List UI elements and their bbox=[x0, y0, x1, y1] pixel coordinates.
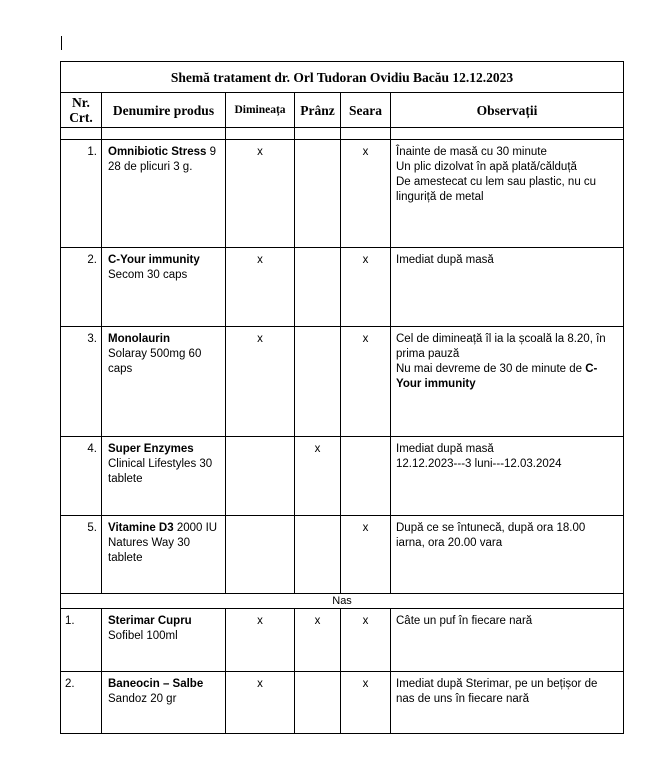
product-name: Super Enzymes Clinical Lifestyles 30 tablete bbox=[102, 437, 226, 516]
evening-mark: x bbox=[341, 140, 391, 248]
noon-mark bbox=[295, 248, 341, 327]
notes-cell: Cel de dimineață îl ia la școală la 8.20, în prima pauză Nu mai devreme de 30 de minute de C-Your immunity bbox=[391, 327, 624, 437]
evening-mark: x bbox=[341, 327, 391, 437]
header-nr: Nr. Crt. bbox=[61, 93, 102, 128]
table-row bbox=[61, 327, 624, 437]
notes-cell: Câte un puf în fiecare nară bbox=[391, 609, 624, 672]
table-row bbox=[61, 248, 624, 327]
header-row bbox=[61, 93, 624, 128]
row-number: 1. bbox=[61, 609, 102, 672]
row-number: 4. bbox=[61, 437, 102, 516]
notes-cell: Imediat după masă 12.12.2023---3 luni---12.03.2024 bbox=[391, 437, 624, 516]
noon-mark bbox=[295, 327, 341, 437]
row-number: 3. bbox=[61, 327, 102, 437]
morning-mark: x bbox=[226, 327, 295, 437]
text-cursor bbox=[61, 36, 62, 50]
table-row bbox=[61, 609, 624, 672]
noon-mark bbox=[295, 516, 341, 594]
spacer-row bbox=[61, 128, 624, 140]
morning-mark: x bbox=[226, 248, 295, 327]
section-label-nas: Nas bbox=[61, 594, 624, 609]
morning-mark: x bbox=[226, 609, 295, 672]
row-number: 5. bbox=[61, 516, 102, 594]
morning-mark bbox=[226, 437, 295, 516]
table-row bbox=[61, 672, 624, 734]
row-number: 2. bbox=[61, 672, 102, 734]
noon-mark: x bbox=[295, 609, 341, 672]
noon-mark bbox=[295, 672, 341, 734]
header-evening: Seara bbox=[341, 93, 391, 128]
noon-mark bbox=[295, 140, 341, 248]
row-number: 1. bbox=[61, 140, 102, 248]
table-row bbox=[61, 437, 624, 516]
header-morning: Dimineața bbox=[226, 93, 295, 128]
header-notes: Observații bbox=[391, 93, 624, 128]
row-number: 2. bbox=[61, 248, 102, 327]
evening-mark bbox=[341, 437, 391, 516]
treatment-table bbox=[60, 61, 624, 734]
table-row bbox=[61, 140, 624, 248]
notes-cell: După ce se întunecă, după ora 18.00 iarna, ora 20.00 vara bbox=[391, 516, 624, 594]
morning-mark: x bbox=[226, 140, 295, 248]
product-name: C-Your immunity Secom 30 caps bbox=[102, 248, 226, 327]
notes-cell: Imediat după Sterimar, pe un bețișor de nas de uns în fiecare nară bbox=[391, 672, 624, 734]
evening-mark: x bbox=[341, 516, 391, 594]
product-name: Vitamine D3 2000 IU Natures Way 30 tablete bbox=[102, 516, 226, 594]
evening-mark: x bbox=[341, 672, 391, 734]
product-name: Omnibiotic Stress 9 28 de plicuri 3 g. bbox=[102, 140, 226, 248]
evening-mark: x bbox=[341, 248, 391, 327]
product-name: Baneocin – Salbe Sandoz 20 gr bbox=[102, 672, 226, 734]
evening-mark: x bbox=[341, 609, 391, 672]
morning-mark: x bbox=[226, 672, 295, 734]
header-name: Denumire produs bbox=[102, 93, 226, 128]
notes-cell: Imediat după masă bbox=[391, 248, 624, 327]
table-row bbox=[61, 516, 624, 594]
notes-cell: Înainte de masă cu 30 minute Un plic dizolvat în apă plată/călduță De amestecat cu lem sau plastic, nu cu linguriță de metal bbox=[391, 140, 624, 248]
noon-mark: x bbox=[295, 437, 341, 516]
product-name: Sterimar Cupru Sofibel 100ml bbox=[102, 609, 226, 672]
header-noon: Prânz bbox=[295, 93, 341, 128]
section-row bbox=[61, 594, 624, 609]
morning-mark bbox=[226, 516, 295, 594]
product-name: Monolaurin Solaray 500mg 60 caps bbox=[102, 327, 226, 437]
page-title: Shemă tratament dr. Orl Tudoran Ovidiu Bacău 12.12.2023 bbox=[61, 62, 624, 93]
